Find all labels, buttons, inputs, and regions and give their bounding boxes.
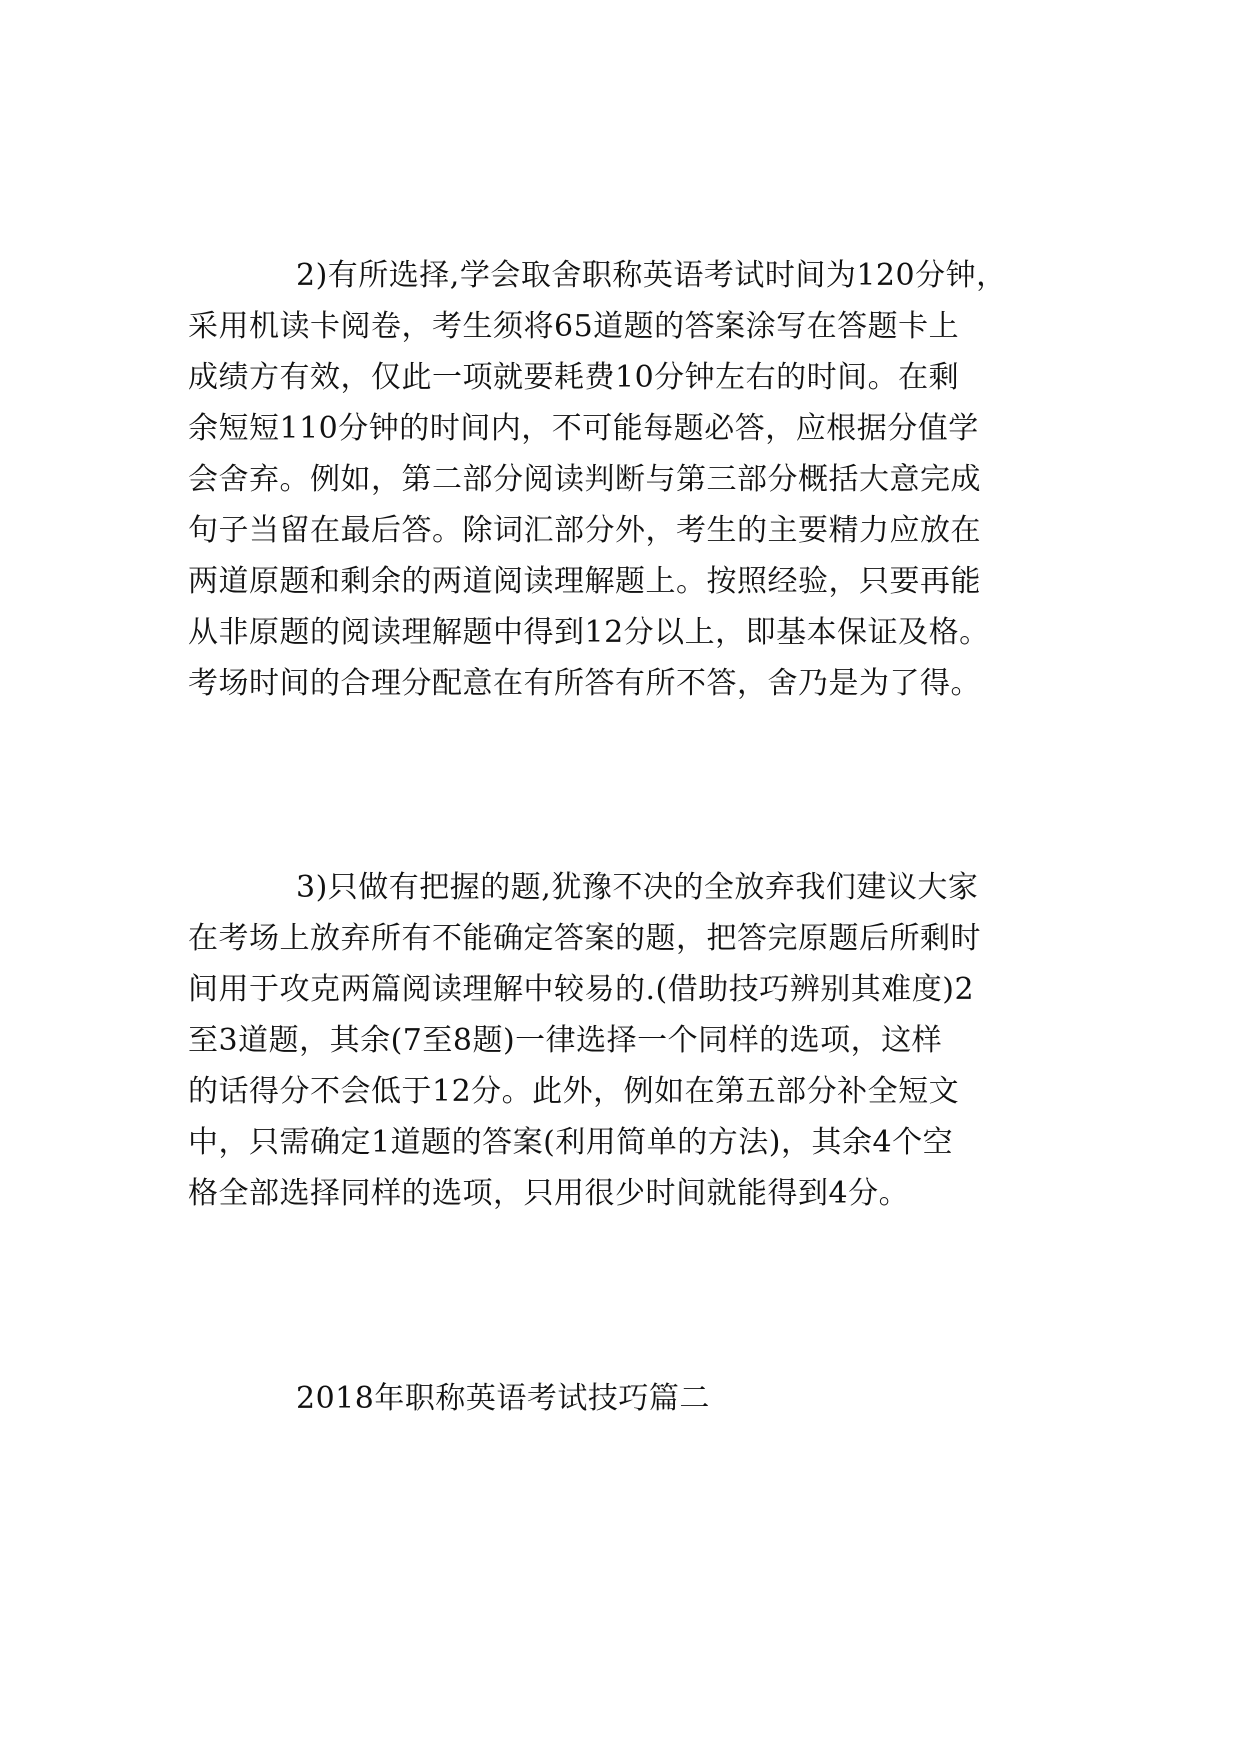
paragraph-2-line-5: 会舍弃。例如，第二部分阅读判断与第三部分概括大意完成 [188, 462, 981, 497]
paragraph-3-line-4: 至3道题，其余(7至8题)一律选择一个同样的选项，这样 [188, 1023, 943, 1058]
paragraph-3-line-2: 在考场上放弃所有不能确定答案的题，把答完原题后所剩时 [188, 921, 981, 956]
paragraph-3-line-5: 的话得分不会低于12分。此外，例如在第五部分补全短文 [188, 1074, 960, 1109]
paragraph-2-line-1: 2)有所选择,学会取舍职称英语考试时间为120分钟， [296, 258, 1007, 293]
section-heading: 2018年职称英语考试技巧篇二 [296, 1381, 710, 1416]
paragraph-2-line-8: 从非原题的阅读理解题中得到12分以上，即基本保证及格。 [188, 615, 990, 650]
paragraph-3-line-6: 中，只需确定1道题的答案(利用简单的方法)，其余4个空 [188, 1125, 954, 1160]
paragraph-2-line-3: 成绩方有效，仅此一项就要耗费10分钟左右的时间。在剩 [188, 360, 960, 395]
paragraph-2-line-2: 采用机读卡阅卷，考生须将65道题的答案涂写在答题卡上 [188, 309, 960, 344]
paragraph-3-line-7: 格全部选择同样的选项，只用很少时间就能得到4分。 [188, 1176, 910, 1211]
paragraph-2-line-7: 两道原题和剩余的两道阅读理解题上。按照经验，只要再能 [188, 564, 981, 599]
paragraph-2-line-4: 余短短110分钟的时间内，不可能每题必答，应根据分值学 [188, 411, 979, 446]
paragraph-3-line-1: 3)只做有把握的题,犹豫不决的全放弃我们建议大家 [296, 870, 979, 905]
paragraph-3-line-3: 间用于攻克两篇阅读理解中较易的.(借助技巧辨别其难度)2 [188, 972, 975, 1007]
paragraph-2-line-9: 考场时间的合理分配意在有所答有所不答，舍乃是为了得。 [188, 666, 981, 701]
paragraph-2-line-6: 句子当留在最后答。除词汇部分外，考生的主要精力应放在 [188, 513, 981, 548]
